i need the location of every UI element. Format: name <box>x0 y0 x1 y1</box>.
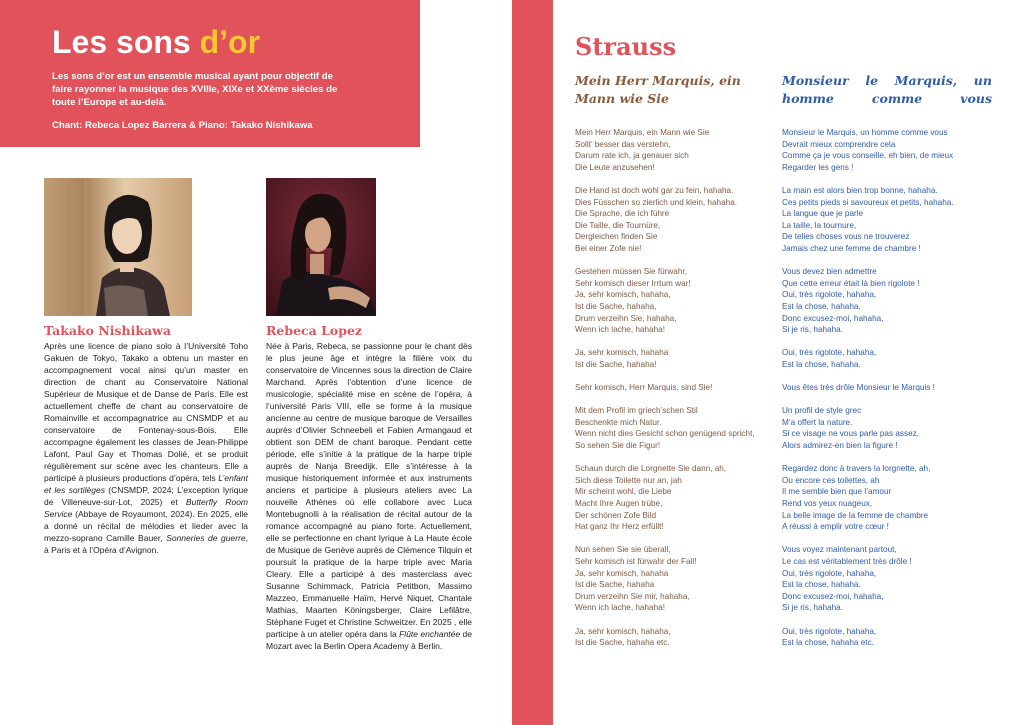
lyrics-line: Ces petits pieds si savoureux et petits, hahaha. <box>782 197 954 207</box>
lyrics-line: M’a offert la nature. <box>782 417 853 427</box>
lyrics-line: Darum rate ich, ja genauer sich <box>575 151 689 161</box>
lyrics-line: Mein Herr Marquis, ein Mann wie Sie <box>575 128 710 137</box>
lyrics-line: Dies Füsschen so zierlich und klein, hahaha. <box>575 197 738 207</box>
lyrics-line: Drum verzeihn Sie, hahaha, <box>575 313 677 323</box>
lyrics-stanza <box>782 347 1012 370</box>
lyrics-line: Ou encore ces toilettes, ah <box>782 475 880 485</box>
lyrics-line: Nun sehen Sie sie überall, <box>575 545 671 555</box>
lyrics-line: Est la chose, hahaha etc. <box>782 638 874 648</box>
lyrics-line: Mit dem Profil im griech’schen Stil <box>575 406 698 416</box>
lyrics-line: Ist die Sache, hahaha, <box>575 301 657 311</box>
work-title: Butterfly Room Service <box>44 497 249 520</box>
lyrics-line: Sehr komisch, Herr Marquis, sind Sie! <box>575 383 713 393</box>
lyrics-line: Devrait mieux comprendre cela <box>782 139 896 149</box>
artist-bio-takako <box>44 323 248 556</box>
lyrics-line: Donc excusez-moi, hahaha, <box>782 313 884 323</box>
composer-title: Strauss <box>575 32 677 61</box>
lyrics-line: Il me semble bien que l’amour <box>782 487 892 497</box>
artist-name: Takako Nishikawa <box>44 323 171 338</box>
ensemble-credits: Chant: Rebeca Lopez Barrera & Piano: Takako Nishikawa <box>52 120 313 131</box>
lyrics-stanza <box>782 185 1012 255</box>
lyrics-line: Die Sprache, die ich führe <box>575 209 670 219</box>
ensemble-name-main: Les sons <box>52 24 200 60</box>
lyrics-line: Ja, sehr komisch, hahaha <box>575 568 669 578</box>
lyrics-line: Die Taille, die Tournüre, <box>575 220 661 230</box>
lyrics-stanza <box>575 127 775 173</box>
lyrics-line: Donc excusez-moi, hahaha, <box>782 591 884 601</box>
lyrics-line: Ist die Sache, hahaha etc. <box>575 638 670 648</box>
lyrics-line: Macht Ihre Augen trübe, <box>575 499 663 508</box>
lyrics-line: Si ce visage ne vous parle pas assez, <box>782 429 919 439</box>
ensemble-header <box>0 0 420 147</box>
lyrics-line: A réussi à emplir votre cœur ! <box>782 522 889 532</box>
lyrics-line: Oui, très rigolote, hahaha, <box>782 626 877 636</box>
lyrics-line: Oui, très rigolote, hahaha, <box>782 348 877 358</box>
lyrics-line: Beschenkte mich Natur. <box>575 417 662 427</box>
lyrics-line: Der schönen Zofe Bild <box>575 510 657 520</box>
lyrics-stanza <box>575 463 775 533</box>
lyrics-line: Un profil de style grec <box>782 406 862 416</box>
lyrics-line: Wenn ich lache, hahaha! <box>575 325 665 335</box>
ensemble-intro: Les sons d’or est un ensemble musical ayant pour objectif de faire rayonner la musique des XVIIIe, XIXe et XXème siècles de toute l’Europe et au-delà. <box>52 71 338 108</box>
lyrics-line: Est la chose, hahaha. <box>782 359 861 369</box>
artist-bio-text <box>266 340 472 652</box>
lyrics-line: Sollt’ besser das verstehn, <box>575 139 671 149</box>
lyrics-line: Wenn nicht dies Gesicht schon genügend spricht, <box>575 429 755 439</box>
lyrics-stanza <box>575 626 775 649</box>
work-title: L’enfant et les sortilèges <box>44 473 248 496</box>
lyrics-line: Sehr komisch dieser Irrtum war! <box>575 278 691 288</box>
lyrics-line: Alors admirez-en bien la figure ! <box>782 441 898 451</box>
lyrics-stanza <box>782 405 1012 451</box>
lyrics-stanza <box>782 626 1012 649</box>
artist-bio-rebeca <box>266 323 472 652</box>
lyrics-stanza <box>782 382 1012 394</box>
lyrics-line: Ist die Sache, hahaha! <box>575 359 657 369</box>
lyrics-line: Mir scheint wohl, die Liebe <box>575 487 672 497</box>
bio-segment: de Mozart avec la Berlin Opera Academy à Berlin. <box>266 629 472 652</box>
lyrics-line: Comme ça je vous conseille, eh bien, de mieux <box>782 151 954 161</box>
artist-bio-text <box>44 340 248 556</box>
artist-name: Rebeca Lopez <box>266 323 363 338</box>
lyrics-line: La langue que je parle <box>782 209 864 219</box>
bio-segment: , à Paris et à l’Opéra d’Avignon. <box>44 533 248 556</box>
lyrics-stanza <box>782 127 1012 173</box>
lyrics-line: Est la chose, hahaha. <box>782 301 861 311</box>
portrait-takako <box>44 178 192 316</box>
lyrics-stanza <box>575 185 775 255</box>
lyrics-line: Sehr komisch ist fürwahr der Fall! <box>575 556 697 566</box>
lyrics-line: La main est alors bien trop bonne, hahaha. <box>782 185 938 195</box>
lyrics-line: Monsieur le Marquis, un homme comme vous <box>782 128 948 137</box>
lyrics-stanza <box>782 266 1012 336</box>
lyrics-line: Si je ris, hahaha. <box>782 325 843 335</box>
lyrics-line: Vous êtes très drôle Monsieur le Marquis ! <box>782 383 935 393</box>
bio-segment: (Abbaye de Royaumont, 2024). En 2025, elle a donné un récital de mélodies et lieder avec la mezzo-soprano Camille Bauer, <box>44 509 248 544</box>
lyrics-line: Schaun durch die Lorgnette Sie dann, ah, <box>575 464 727 474</box>
lyrics-line: Regardez donc à travers la lorgnette, ah, <box>782 464 931 474</box>
lyrics-line: Sich diese Toilette nur an, jah <box>575 475 682 485</box>
lyrics-line: Que cette erreur était là bien rigolote ! <box>782 278 920 288</box>
lyrics-line: Rend vos yeux nuageux, <box>782 499 873 508</box>
lyrics-french <box>782 127 1012 660</box>
lyrics-line: Vous devez bien admettre <box>782 267 877 277</box>
bio-segment: (CNSMDP, 2024; L’exception lyrique de Villeneuve-sur-Lot, 2025) et <box>44 485 248 508</box>
lyrics-stanza <box>575 405 775 451</box>
lyrics-line: Est la chose, hahaha. <box>782 580 861 590</box>
lyrics-line: Wenn ich lache, hahaha! <box>575 603 665 613</box>
work-title: Flûte enchantée <box>399 629 461 640</box>
lyrics-line: Bei einer Zofe nie! <box>575 243 642 253</box>
lyrics-stanza <box>782 544 1012 614</box>
lyrics-line: Vous voyez maintenant partout, <box>782 545 897 555</box>
lyrics-line: La taille, la tournure, <box>782 220 857 230</box>
page-divider <box>512 0 553 725</box>
lyrics-line: Dergleichen finden Sie <box>575 232 658 242</box>
lyrics-line: Ja, sehr komisch, hahaha, <box>575 626 671 636</box>
lyrics-line: Regarder les gens ! <box>782 162 854 172</box>
lyrics-stanza <box>575 544 775 614</box>
lyrics-line: Le cas est véritablement très drôle ! <box>782 556 912 566</box>
lyrics-line: Ja, sehr komisch, hahaha <box>575 348 669 358</box>
lyrics-stanza <box>575 382 775 394</box>
lyrics-stanza <box>575 347 775 370</box>
lyrics-line: Oui, très rigolote, hahaha, <box>782 290 877 300</box>
lyrics-line: Ist die Sache, hahaha <box>575 580 655 590</box>
lyrics-line: De telles choses vous ne trouverez <box>782 232 910 242</box>
song-title-french: Monsieur le Marquis, un homme comme vous <box>782 73 992 106</box>
lyrics-line: So sehen Sie die Figur! <box>575 441 661 451</box>
ensemble-name <box>52 22 400 62</box>
lyrics-line: Die Hand ist doch wohl gar zu fein, hahaha. <box>575 185 734 195</box>
portrait-rebeca <box>266 178 376 316</box>
lyrics-line: Ja, sehr komisch, hahaha, <box>575 290 671 300</box>
lyrics-german <box>575 127 775 660</box>
song-title-german: Mein Herr Marquis, ein Mann wie Sie <box>575 73 741 106</box>
lyrics-line: Die Leute anzusehen! <box>575 162 655 172</box>
bio-segment: Après une licence de piano solo à l’Université Toho Gakuen de Tokyo, Takako a obtenu un master en accompagnement vocal ainsi qu’un master en direction de chant au Conservatoire National Supérieur de Musique et de Danse de Paris. Elle est actuellement cheffe de chant au conservatoire de Romainville et accompagnatrice au CNSMDP et au conservatoire de Fontenay-sous-Bois. Elle accompagne également les classes de Jean-Philippe Lafont, Paul Gay et Thomas Dolié, et se produit régulièrement sur scène avec les chanteurs. Elle a participé à plusieurs productions d’opéra, tels <box>44 341 248 484</box>
lyrics-stanza <box>782 463 1012 533</box>
bio-segment: Née à Paris, Rebeca, se passionne pour le chant dès le plus jeune âge et intègre la filière voix du conservatoire de Vincennes sous la direction de Claire Marchand. Après l’obtention d’une licence de musicologie, spécialité mise en scène de l’opéra, à l’université Paris VIII, elle se forme à la musique ancienne au centre de musique baroque de Versailles auprès d’Olivier Schneebeli et Fabien Armangaud et obtient son DEM de chant baroque. Pendant cette période, elle s’initie à la pratique de la harpe triple auprès de Nanja Breedijk. Elle s’intéresse à la musique historiquement informée et aux instruments anciens et participe à plusieurs ateliers avec La nouvelle Athènes où elle collabore avec Luca Montebugnolli à la réalisation de récital autour de la romance accompagné au piano forte. Actuellement, elle se perfectionne en chant lyrique à La Haute école de Musique de Genève auprès de Clémence Tilquin et poursuit la pratique de la harpe triple avec Maria Cleary. Elle a participé à des masterclass avec Susanne Schimmack, Patricia Petitbon, Massimo Mazzeo, Emmanuelle Haïm, Hervé Niquet, Chantale Mathias, Maarten Köningsberger, Claire Lefilâtre, Stéphane Fuget et Christine Schweitzer. En 2025 , elle participe à un atelier opéra dans la <box>266 341 473 640</box>
lyrics-line: La belle image de la femme de chambre <box>782 510 929 520</box>
lyrics-line: Jamais chez une femme de chambre ! <box>782 243 921 253</box>
ensemble-name-accent: d’or <box>199 24 261 60</box>
lyrics-line: Si je ris, hahaha. <box>782 603 843 613</box>
lyrics-line: Gestehen müssen Sie fürwahr, <box>575 267 687 277</box>
lyrics-stanza <box>575 266 775 336</box>
work-title: Sonneries de guerre <box>166 533 246 544</box>
lyrics-line: Hat ganz Ihr Herz erfüllt! <box>575 522 664 532</box>
right-page <box>553 0 1024 725</box>
lyrics-line: Oui, très rigolote, hahaha, <box>782 568 877 578</box>
lyrics-line: Drum verzeihn Sie mir, hahaha, <box>575 591 690 601</box>
